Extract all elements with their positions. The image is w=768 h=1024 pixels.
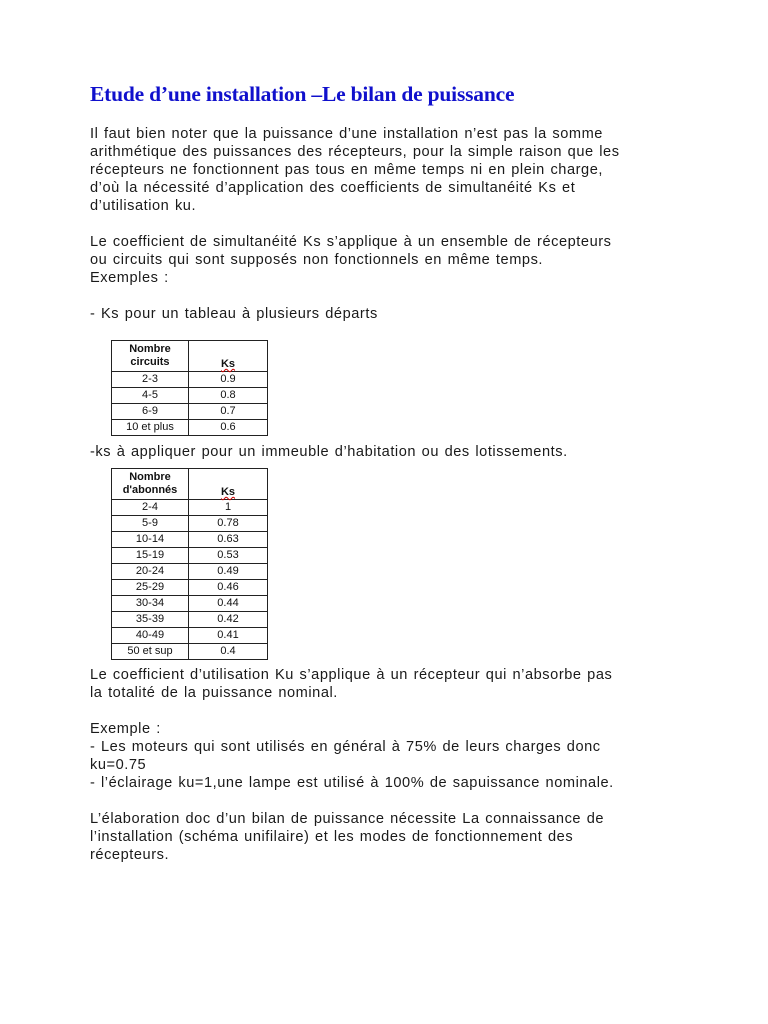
table-row: 5-9 0.78 bbox=[112, 516, 268, 532]
paragraph-ku-definition: Le coefficient d’utilisation Ku s’applique à un récepteur qui n’absorbe pas la totalité de la puissance nominal. bbox=[90, 667, 613, 701]
table-row: 35-39 0.42 bbox=[112, 612, 268, 628]
table-row: 4-5 0.8 bbox=[112, 388, 268, 404]
table-row: 30-34 0.44 bbox=[112, 596, 268, 612]
document-page bbox=[90, 82, 710, 864]
document-title: Etude d’une installation –Le bilan de puissance bbox=[90, 82, 515, 106]
table-row: 20-24 0.49 bbox=[112, 564, 268, 580]
ks-circuits-table bbox=[111, 340, 268, 436]
ks-abonnes-table bbox=[111, 468, 268, 660]
table-row: 6-9 0.7 bbox=[112, 404, 268, 420]
paragraph-bilan-conclusion: L’élaboration doc d’un bilan de puissance nécessite La connaissance de l’installation (schéma unifilaire) et les modes de fonctionnement des récepteurs. bbox=[90, 811, 605, 863]
table-header-nombre-circuits: Nombre circuits bbox=[112, 341, 189, 372]
paragraph-ks-immeuble: -ks à appliquer pour un immeuble d’habitation ou des lotissements. bbox=[90, 444, 568, 460]
table-row: 15-19 0.53 bbox=[112, 548, 268, 564]
table-row: 2-4 1 bbox=[112, 500, 268, 516]
table-header-ks: Ks bbox=[189, 469, 268, 500]
table-header-ks: Ks bbox=[189, 341, 268, 372]
table-row: 2-3 0.9 bbox=[112, 372, 268, 388]
paragraph-intro: Il faut bien noter que la puissance d’une installation n’est pas la somme arithmétique des puissances des récepteurs, pour la simple raison que les récepteurs ne fonctionnent pas tous en même temps ni en plein charge, d’où la nécessité d’application des coefficients de simultanéité Ks et d’utilisation ku. bbox=[90, 126, 620, 214]
table-row: 40-49 0.41 bbox=[112, 628, 268, 644]
table-row: 50 et sup 0.4 bbox=[112, 644, 268, 660]
table-row: 25-29 0.46 bbox=[112, 580, 268, 596]
paragraph-ks-definition: Le coefficient de simultanéité Ks s’applique à un ensemble de récepteurs ou circuits qui sont supposés non fonctionnels en même temps. Exemples : bbox=[90, 234, 612, 286]
paragraph-ks-tableau: - Ks pour un tableau à plusieurs départs bbox=[90, 306, 378, 322]
paragraph-ku-exemple: Exemple : - Les moteurs qui sont utilisés en général à 75% de leurs charges donc ku=0.75 - l’éclairage ku=1,une lampe est utilisé à 100% de sapuissance nominale. bbox=[90, 721, 614, 791]
table-header-nombre-abonnes: Nombre d'abonnés bbox=[112, 469, 189, 500]
table-row: 10 et plus 0.6 bbox=[112, 420, 268, 436]
table-row: 10-14 0.63 bbox=[112, 532, 268, 548]
